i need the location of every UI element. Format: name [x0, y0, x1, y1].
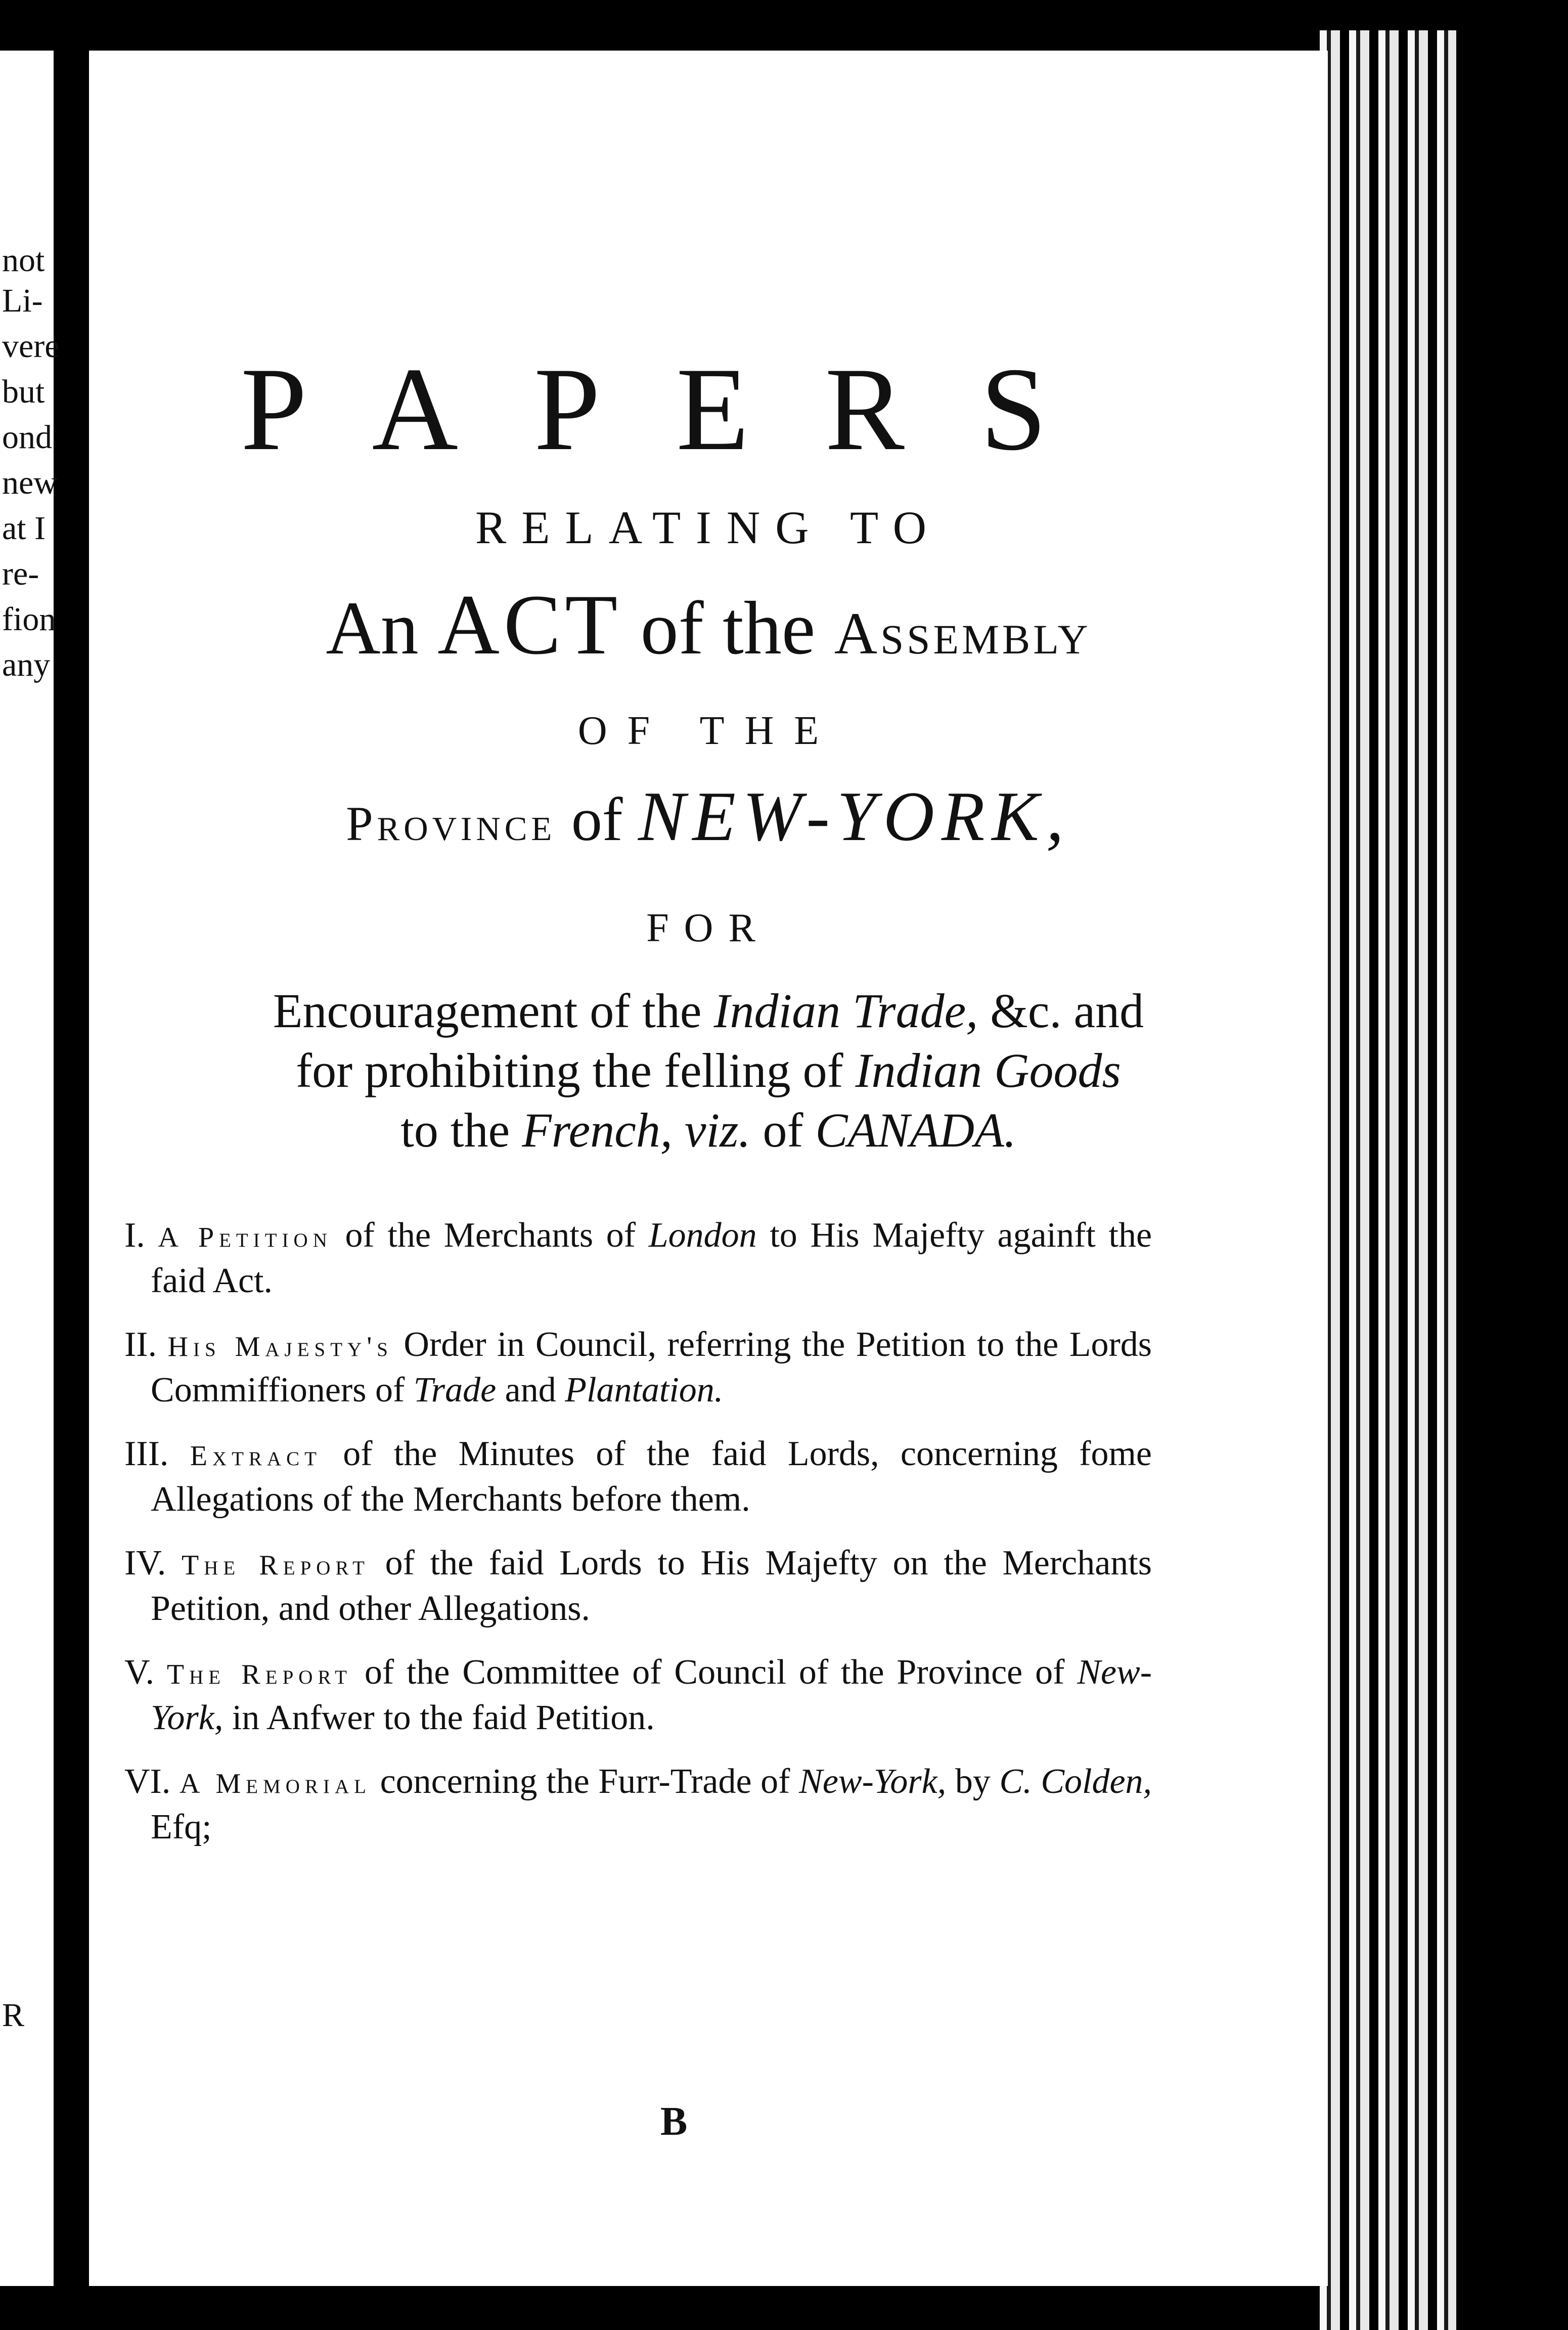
province-heading	[89, 779, 1328, 862]
act-heading	[89, 577, 1328, 677]
item-text: concerning the Furr-Trade of	[380, 1762, 790, 1801]
item-text: of the Merchants of	[345, 1216, 636, 1255]
item-place: New-York,	[151, 1653, 1152, 1737]
item-title: His Majesty's	[167, 1331, 393, 1362]
enc-italic: CANADA.	[815, 1103, 1016, 1157]
left-fragment: re-	[2, 555, 39, 592]
item-number: IV.	[124, 1544, 166, 1582]
list-item	[115, 1542, 1152, 1631]
enc-text: to the	[400, 1103, 510, 1157]
act-an: An	[326, 586, 419, 670]
adjacent-page	[0, 51, 60, 2286]
item-text: of the Committee of Council of the Province of	[364, 1653, 1065, 1692]
province-of: of	[571, 785, 623, 854]
enc-text: of	[763, 1103, 803, 1157]
signature-mark: B	[660, 2099, 688, 2144]
item-text: of the Minutes of the faid Lords, concerning fome Allegations of the Merchants before them.	[151, 1434, 1152, 1519]
item-title: The Report	[182, 1550, 370, 1581]
for-line: FOR	[646, 906, 771, 950]
left-fragment: ond	[2, 419, 52, 456]
item-author: C. Colden,	[999, 1762, 1152, 1801]
enc-italic: French, viz.	[522, 1103, 751, 1157]
subtitle-relating: RELATING TO	[475, 502, 942, 553]
item-text: and	[505, 1371, 556, 1410]
contents-list	[115, 1214, 1152, 1869]
item-title: Extract	[190, 1440, 322, 1472]
left-fragment: vere	[2, 328, 60, 365]
item-text: Efq;	[151, 1808, 212, 1847]
item-number: III.	[124, 1434, 169, 1473]
list-item	[115, 1651, 1152, 1740]
item-place: Plantation.	[565, 1371, 724, 1410]
enc-text: for prohibiting the felling of	[296, 1043, 843, 1097]
item-title: A Memorial	[180, 1768, 371, 1799]
enc-line-3	[89, 1101, 1328, 1160]
title-page	[89, 51, 1328, 2286]
item-place: Trade	[413, 1371, 497, 1410]
act-assembly: Assembly	[834, 600, 1091, 667]
province-place: NEW-YORK,	[638, 777, 1071, 856]
act-of-the: of the	[640, 586, 816, 670]
item-number: II.	[124, 1325, 157, 1364]
list-item	[115, 1432, 1152, 1521]
enc-line-1	[89, 981, 1328, 1041]
item-place: London	[648, 1216, 757, 1255]
binding-edge	[60, 71, 74, 2296]
list-item	[115, 1760, 1152, 1849]
enc-line-2	[89, 1041, 1328, 1101]
item-text: to His Majefty againft the faid Act.	[151, 1216, 1152, 1300]
left-fragment: at I	[2, 510, 46, 547]
list-item	[115, 1323, 1152, 1412]
left-fragment: any	[2, 646, 51, 683]
left-fragment: Li-	[2, 282, 43, 319]
enc-text: Encouragement of the	[273, 984, 702, 1038]
left-fragment: fion	[2, 601, 56, 638]
enc-italic: Indian Trade,	[713, 984, 978, 1038]
item-number: I.	[124, 1216, 145, 1255]
left-fragment: not	[2, 242, 45, 279]
item-text: Order in Council, referring the Petition to the Lords Commiffioners of	[151, 1325, 1152, 1410]
item-number: VI.	[124, 1762, 171, 1801]
item-title: A Petition	[158, 1222, 332, 1253]
page-title: PAPERS	[241, 343, 1123, 475]
page-gutter-dark	[1456, 0, 1568, 2330]
encouragement-text	[89, 981, 1328, 1160]
act-word: ACT	[437, 577, 622, 672]
item-number: V.	[124, 1653, 155, 1692]
of-the-line: OF THE	[577, 709, 839, 753]
list-item	[115, 1214, 1152, 1303]
left-fragment: R	[2, 1997, 25, 2034]
left-fragment: but	[2, 373, 45, 410]
item-place: New-York,	[799, 1762, 947, 1801]
item-text: by	[955, 1762, 991, 1801]
item-text: of the faid Lords to His Majefty on the Merchants Petition, and other Allegations.	[151, 1544, 1152, 1628]
item-title: The Report	[166, 1659, 352, 1690]
province-word: Province	[346, 797, 556, 851]
left-fragment: new	[2, 464, 58, 501]
item-text: in Anfwer to the faid Petition.	[232, 1698, 655, 1737]
enc-text: &c. and	[990, 984, 1144, 1038]
enc-italic: Indian Goods	[855, 1043, 1121, 1097]
